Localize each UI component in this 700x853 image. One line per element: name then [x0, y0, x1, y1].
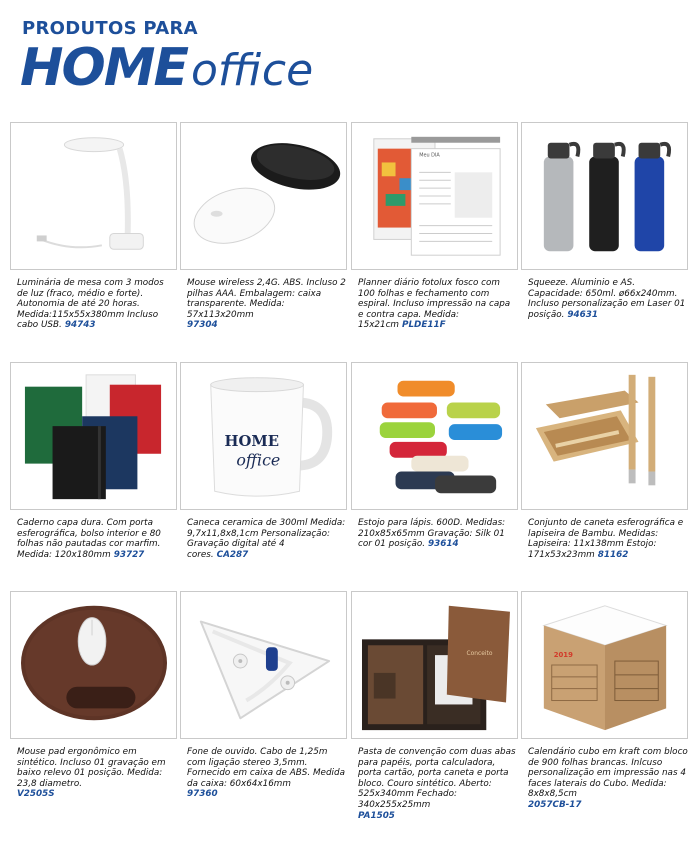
product-description: Pasta de convenção com duas abas para papéis, porta calculadora, porta cartão, porta caneta e porta bloco. Couro sintético. Aberto: 525x340mm Fechado: 340x255x25mm PA1505: [358, 747, 516, 821]
product-description: Mouse pad ergonômico em sintético. Incluso 01 gravação em baixo relevo 01 posição. Medida: 23,8 diametro. V2505S: [17, 747, 166, 800]
mug-print-office: office: [236, 450, 281, 470]
product-description: Caderno capa dura. Com porta esferográfica, bolso interior e 80 folhas não pautadas cor marfim. Medida: 120x180mm 93727: [17, 518, 161, 560]
calendar-cube-icon: [522, 592, 687, 738]
portfolio-icon: [352, 592, 517, 738]
product-code: PA1505: [358, 810, 395, 821]
mug-icon: [181, 363, 346, 509]
product-code: 94631: [567, 309, 599, 320]
product-code: PLDE11F: [402, 320, 446, 331]
product-photo: [180, 362, 347, 510]
product-photo: [10, 362, 177, 510]
product-code: 94743: [64, 320, 96, 331]
product-code: 93614: [428, 539, 459, 550]
product-code: 2057CB-17: [528, 799, 582, 810]
product-photo: [351, 362, 518, 510]
product-code: 97360: [187, 789, 218, 800]
notebook-icon: [11, 363, 176, 509]
product-photo: [521, 122, 688, 270]
product-description: Mouse wireless 2,4G. ABS. Incluso 2 pilhas AAA. Embalagem: caixa transparente. Medida: 57x113x20mm 97304: [187, 278, 346, 331]
product-code: 97304: [187, 320, 218, 331]
header-title-home: HOME: [20, 38, 187, 98]
desk-lamp-icon: [11, 123, 176, 269]
planner-icon: [352, 123, 517, 269]
product-photo: [521, 362, 688, 510]
header-title-office: office: [191, 45, 314, 96]
product-code: V2505S: [17, 789, 55, 800]
wireless-mouse-icon: [181, 123, 346, 269]
product-description: Fone de ouvido. Cabo de 1,25m com ligação stereo 3,5mm. Fornecido em caixa de ABS. Medida da caixa: 60x64x16mm 97360: [187, 747, 345, 800]
product-description: Estojo para lápis. 600D. Medidas: 210x85x65mm Gravação: Silk 01 cor 01 posição. 93614: [358, 518, 506, 550]
bamboo-pen-set-icon: [522, 363, 687, 509]
earphones-icon: [181, 592, 346, 738]
product-code: CA287: [216, 549, 249, 560]
calendar-year: 2019: [553, 651, 573, 660]
product-description: Caneca ceramica de 300ml Medida: 9,7x11,8x8,1cm Personalização: Gravação digital até 4 cores. CA287: [187, 518, 346, 560]
header-title: [20, 38, 313, 98]
product-description: Squeeze. Aluminio e AS. Capacidade: 650ml. ø66x240mm. Incluso personalização em Laser 01 posição. 94631: [528, 278, 686, 320]
product-code: 81162: [597, 549, 629, 560]
product-photo: [10, 591, 177, 739]
product-photo: [521, 591, 688, 739]
squeeze-bottle-icon: [522, 123, 687, 269]
header-tagline: PRODUTOS PARA: [22, 18, 198, 39]
product-description: Luminária de mesa com 3 modos de luz (fraco, médio e forte). Autonomia de até 20 horas. Medida:115x55x380mm Incluso cabo USB. 94743: [17, 278, 164, 331]
portfolio-brand: Conceito: [466, 651, 493, 658]
planner-brand: Meu DIA: [419, 152, 440, 159]
product-photo: [180, 122, 347, 270]
product-photo: [351, 122, 518, 270]
product-description: Conjunto de caneta esferográfica e lapiseira de Bambu. Medidas: Lapiseira: 11x138mm Estojo: 171x53x23mm 81162: [528, 518, 684, 560]
mouse-pad-icon: [11, 592, 176, 738]
product-description: Calendário cubo em kraft com bloco de 900 folhas brancas. Inlcuso personalização em impressão nas 4 faces laterais do Cubo. Medida: 8x8x8,5cm 2057CB-17: [528, 747, 688, 810]
product-photo: [351, 591, 518, 739]
product-photo: [180, 591, 347, 739]
product-photo: [10, 122, 177, 270]
pencil-case-icon: [352, 363, 517, 509]
product-description: Planner diário fotolux fosco com 100 folhas e fechamento com espiral. Incluso impressão na capa e contra capa. Medida: 15x21cm PLDE11F: [358, 278, 511, 331]
mug-print-home: HOME: [224, 432, 280, 450]
product-code: 93727: [113, 549, 145, 560]
